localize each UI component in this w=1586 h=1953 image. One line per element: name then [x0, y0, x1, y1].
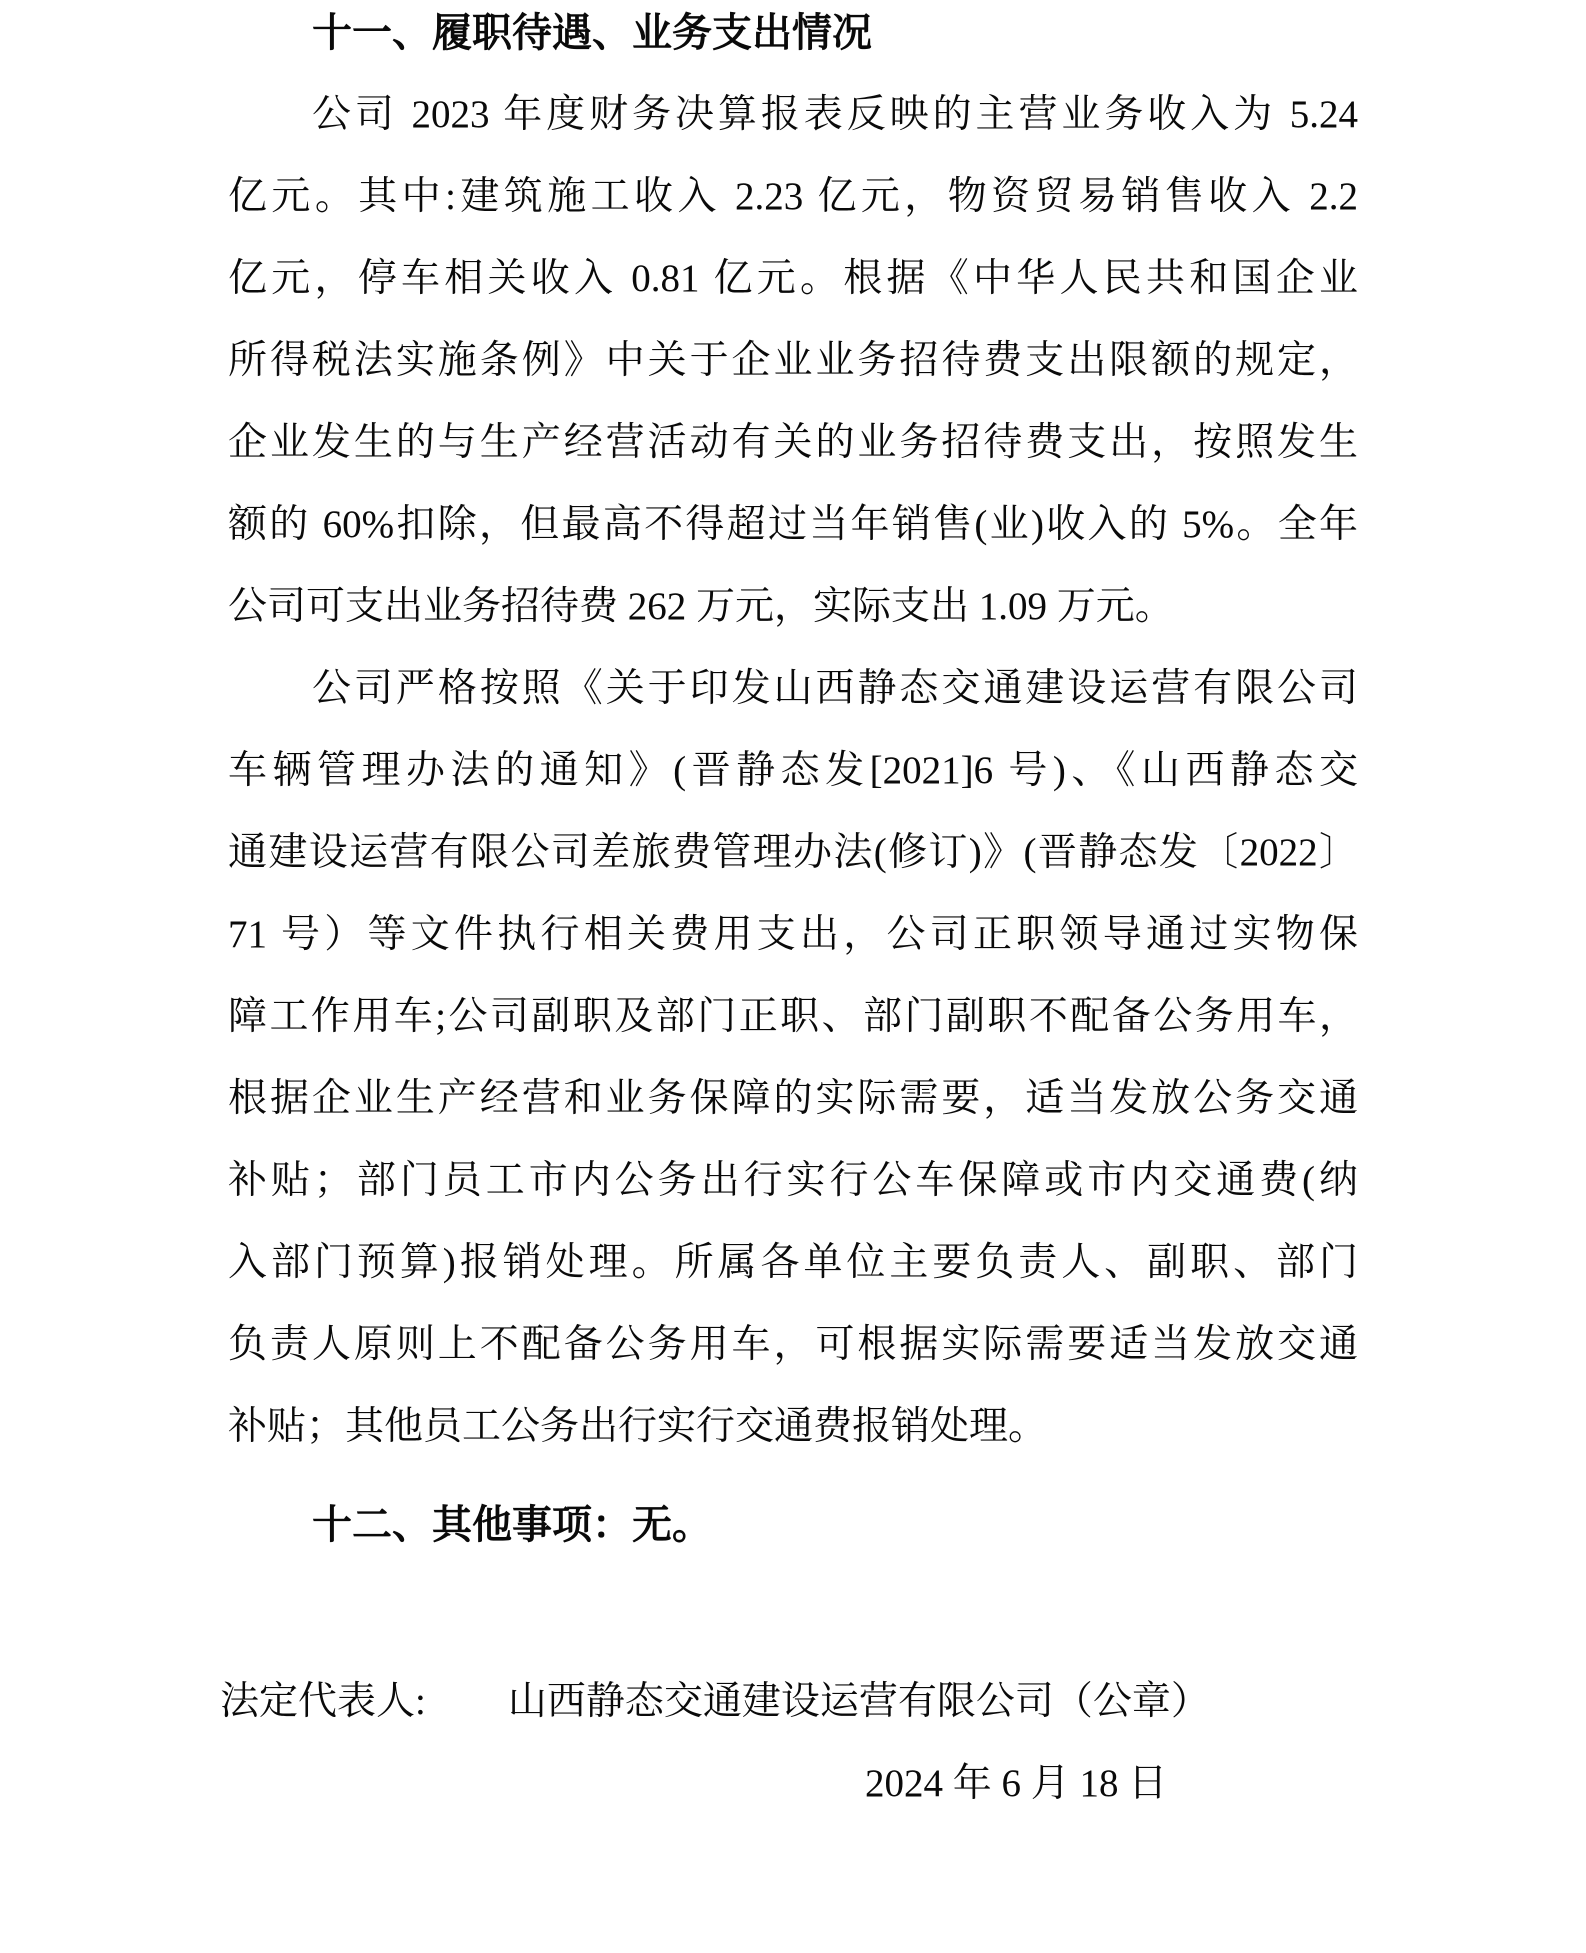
text-line: 71 号）等文件执行相关费用支出，公司正职领导通过实物保 — [228, 913, 1358, 956]
text-line: 公司可支出业务招待费 262 万元，实际支出 1.09 万元。 — [228, 585, 1174, 628]
signature-row — [220, 1661, 1358, 1743]
legal-representative-label: 法定代表人: — [220, 1680, 426, 1723]
section-heading-12: 十二、其他事项：无。 — [312, 1503, 712, 1547]
text-line: 障工作用车;公司副职及部门正职、部门副职不配备公务用车， — [228, 995, 1358, 1038]
text-line: 亿元。其中:建筑施工收入 2.23 亿元，物资贸易销售收入 2.2 — [228, 175, 1358, 218]
text-block — [220, 0, 1358, 1825]
text-line: 企业发生的与生产经营活动有关的业务招待费支出，按照发生 — [228, 421, 1358, 464]
text-line: 补贴；部门员工市内公务出行实行公车保障或市内交通费(纳 — [228, 1159, 1358, 1202]
text-line: 亿元，停车相关收入 0.81 亿元。根据《中华人民共和国企业 — [228, 257, 1358, 300]
text-line: 公司严格按照《关于印发山西静态交通建设运营有限公司 — [312, 667, 1358, 710]
text-line: 补贴；其他员工公务出行实行交通费报销处理。 — [228, 1405, 1048, 1448]
text-line: 入部门预算)报销处理。所属各单位主要负责人、副职、部门 — [228, 1241, 1358, 1284]
text-line: 额的 60%扣除，但最高不得超过当年销售(业)收入的 5%。全年 — [228, 503, 1358, 546]
text-line: 负责人原则上不配备公务用车，可根据实际需要适当发放交通 — [228, 1323, 1358, 1366]
text-line: 公司 2023 年度财务决算报表反映的主营业务收入为 5.24 — [312, 93, 1358, 136]
text-line: 通建设运营有限公司差旅费管理办法(修订)》(晋静态发〔2022〕 — [228, 831, 1358, 874]
company-name: 山西静态交通建设运营有限公司（公章） — [507, 1680, 1210, 1723]
text-line: 所得税法实施条例》中关于企业业务招待费支出限额的规定， — [228, 339, 1358, 382]
spacer — [228, 1566, 1358, 1661]
text-line: 车辆管理办法的通知》(晋静态发[2021]6 号)、《山西静态交 — [228, 749, 1358, 792]
document-date: 2024 年 6 月 18 日 — [865, 1762, 1168, 1805]
section-heading-11: 十一、履职待遇、业务支出情况 — [312, 11, 872, 55]
text-line: 根据企业生产经营和业务保障的实际需要，适当发放公务交通 — [228, 1077, 1358, 1120]
